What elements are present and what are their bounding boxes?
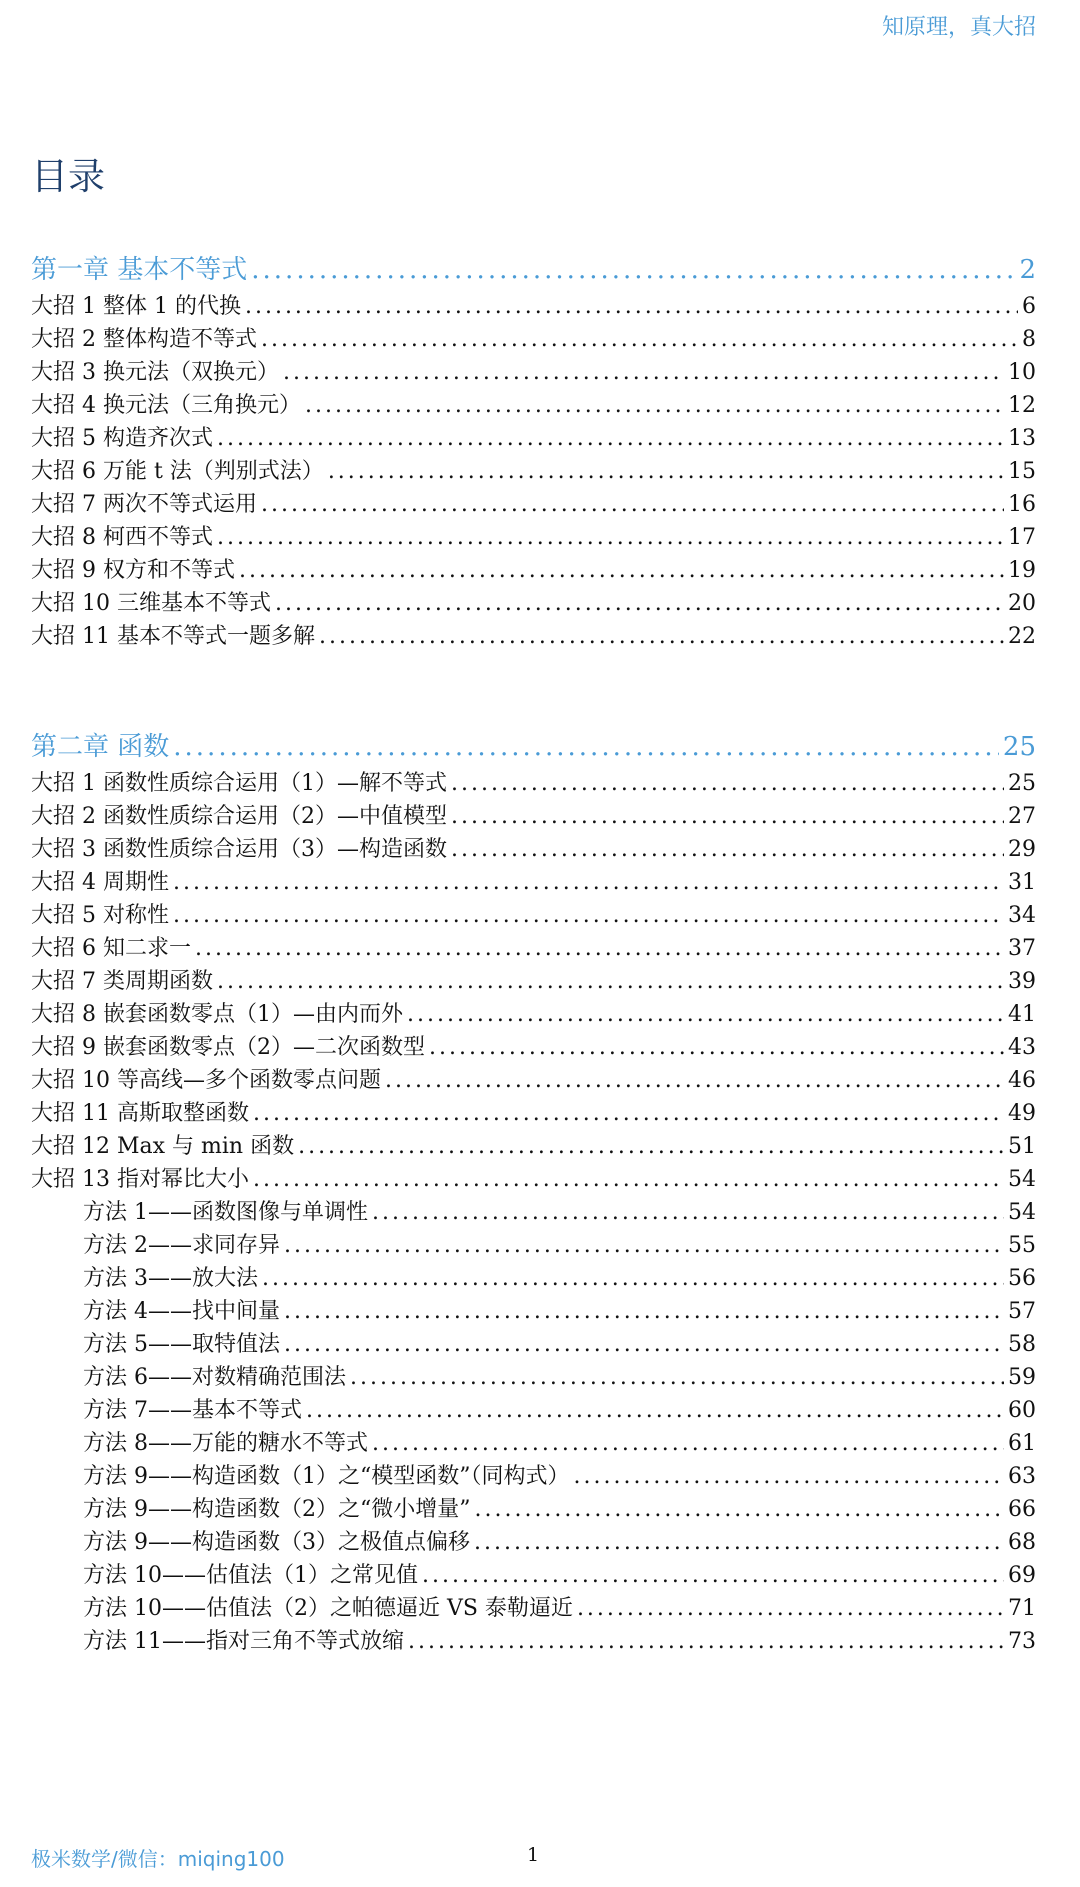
toc-entry[interactable] bbox=[31, 1163, 1036, 1196]
toc-entry[interactable] bbox=[31, 1130, 1036, 1163]
page-number: 15 bbox=[1008, 459, 1036, 484]
leader-dots bbox=[474, 1526, 1004, 1559]
footer-page-number: 1 bbox=[527, 1844, 540, 1866]
entry-label: 方法 10——估值法（2）之帕德逼近 VS 泰勒逼近 bbox=[83, 1596, 573, 1621]
leader-dots bbox=[217, 521, 1004, 554]
entry-label: 方法 1——函数图像与单调性 bbox=[83, 1200, 368, 1225]
entry-label: 方法 2——求同存异 bbox=[83, 1233, 280, 1258]
chapter-title: 第二章 函数 bbox=[31, 732, 170, 762]
page-number: 69 bbox=[1008, 1563, 1036, 1588]
leader-dots bbox=[261, 488, 1004, 521]
page-number: 16 bbox=[1008, 492, 1036, 517]
entry-label: 方法 5——取特值法 bbox=[83, 1332, 280, 1357]
page-number: 51 bbox=[1008, 1134, 1036, 1159]
leader-dots bbox=[284, 1229, 1004, 1262]
leader-dots bbox=[372, 1427, 1004, 1460]
toc-sub-entry[interactable] bbox=[31, 1361, 1036, 1394]
leader-dots bbox=[577, 1592, 1004, 1625]
page-number: 61 bbox=[1008, 1431, 1036, 1456]
toc-sub-entry[interactable] bbox=[31, 1460, 1036, 1493]
page-number: 12 bbox=[1008, 393, 1036, 418]
leader-dots bbox=[275, 587, 1004, 620]
entry-label: 大招 2 整体构造不等式 bbox=[31, 327, 257, 352]
page-number: 57 bbox=[1008, 1299, 1036, 1324]
leader-dots bbox=[408, 1625, 1004, 1658]
leader-dots bbox=[385, 1064, 1004, 1097]
leader-dots bbox=[422, 1559, 1004, 1592]
toc-entry[interactable] bbox=[31, 323, 1036, 356]
leader-dots bbox=[306, 1394, 1004, 1427]
page-number: 29 bbox=[1008, 837, 1036, 862]
toc-entry[interactable] bbox=[31, 965, 1036, 998]
page-number: 8 bbox=[1022, 327, 1036, 352]
toc-entry[interactable] bbox=[31, 998, 1036, 1031]
page-number: 19 bbox=[1008, 558, 1036, 583]
entry-label: 大招 11 高斯取整函数 bbox=[31, 1101, 249, 1126]
toc-sub-entry[interactable] bbox=[31, 1493, 1036, 1526]
header-slogan: 知原理，真大招 bbox=[881, 15, 1036, 40]
toc-entry[interactable] bbox=[31, 521, 1036, 554]
entry-label: 方法 9——构造函数（2）之“微小增量” bbox=[83, 1497, 471, 1522]
page-number: 49 bbox=[1008, 1101, 1036, 1126]
page-number: 54 bbox=[1008, 1167, 1036, 1192]
entry-label: 大招 1 整体 1 的代换 bbox=[31, 294, 241, 319]
page-number: 6 bbox=[1022, 294, 1036, 319]
leader-dots bbox=[245, 290, 1018, 323]
leader-dots bbox=[195, 932, 1004, 965]
leader-dots bbox=[253, 1097, 1004, 1130]
toc-sub-entry[interactable] bbox=[31, 1625, 1036, 1658]
leader-dots bbox=[474, 1493, 1004, 1526]
leader-dots bbox=[451, 800, 1004, 833]
entry-label: 大招 4 周期性 bbox=[31, 870, 169, 895]
entry-label: 大招 3 换元法（双换元） bbox=[31, 360, 279, 385]
leader-dots bbox=[284, 1328, 1004, 1361]
toc-sub-entry[interactable] bbox=[31, 1295, 1036, 1328]
page-number: 27 bbox=[1008, 804, 1036, 829]
page-number: 10 bbox=[1008, 360, 1036, 385]
page-number: 73 bbox=[1008, 1629, 1036, 1654]
page-title: 目录 bbox=[31, 155, 105, 198]
leader-dots bbox=[262, 1262, 1004, 1295]
entry-label: 大招 7 两次不等式运用 bbox=[31, 492, 257, 517]
toc-entry[interactable] bbox=[31, 800, 1036, 833]
entry-label: 方法 8——万能的糖水不等式 bbox=[83, 1431, 368, 1456]
table-of-contents bbox=[31, 250, 1036, 1658]
entry-label: 大招 13 指对幂比大小 bbox=[31, 1167, 249, 1192]
entry-label: 大招 1 函数性质综合运用（1）—解不等式 bbox=[31, 771, 447, 796]
leader-dots bbox=[305, 389, 1004, 422]
page-number: 54 bbox=[1008, 1200, 1036, 1225]
leader-dots bbox=[429, 1031, 1004, 1064]
leader-dots bbox=[239, 554, 1004, 587]
toc-entry[interactable] bbox=[31, 866, 1036, 899]
toc-entry[interactable] bbox=[31, 833, 1036, 866]
page-number: 60 bbox=[1008, 1398, 1036, 1423]
leader-dots bbox=[253, 1163, 1004, 1196]
leader-dots bbox=[298, 1130, 1004, 1163]
toc-entry[interactable] bbox=[31, 620, 1036, 653]
leader-dots bbox=[350, 1361, 1004, 1394]
chapter-2-entry[interactable] bbox=[31, 727, 1036, 767]
entry-label: 方法 6——对数精确范围法 bbox=[83, 1365, 346, 1390]
page-number: 68 bbox=[1008, 1530, 1036, 1555]
toc-sub-entry[interactable] bbox=[31, 1427, 1036, 1460]
entry-label: 大招 8 嵌套函数零点（1）—由内而外 bbox=[31, 1002, 403, 1027]
toc-entry[interactable] bbox=[31, 1064, 1036, 1097]
page-number: 34 bbox=[1008, 903, 1036, 928]
page-number: 43 bbox=[1008, 1035, 1036, 1060]
entry-label: 方法 9——构造函数（1）之“模型函数”（同构式） bbox=[83, 1464, 570, 1489]
toc-entry[interactable] bbox=[31, 767, 1036, 800]
entry-label: 大招 10 等高线—多个函数零点问题 bbox=[31, 1068, 381, 1093]
chapter-1-section bbox=[31, 250, 1036, 653]
toc-sub-entry[interactable] bbox=[31, 1229, 1036, 1262]
page-number: 41 bbox=[1008, 1002, 1036, 1027]
page-number: 71 bbox=[1008, 1596, 1036, 1621]
toc-sub-entry[interactable] bbox=[31, 1196, 1036, 1229]
entry-label: 大招 4 换元法（三角换元） bbox=[31, 393, 301, 418]
entry-label: 方法 10——估值法（1）之常见值 bbox=[83, 1563, 418, 1588]
page-number: 17 bbox=[1008, 525, 1036, 550]
entry-label: 方法 11——指对三角不等式放缩 bbox=[83, 1629, 404, 1654]
toc-entry[interactable] bbox=[31, 356, 1036, 389]
page-number: 37 bbox=[1008, 936, 1036, 961]
toc-sub-entry[interactable] bbox=[31, 1559, 1036, 1592]
toc-entry[interactable] bbox=[31, 422, 1036, 455]
chapter-1-entry[interactable] bbox=[31, 250, 1036, 290]
entry-label: 大招 5 构造齐次式 bbox=[31, 426, 213, 451]
leader-dots bbox=[451, 767, 1004, 800]
toc-sub-entry[interactable] bbox=[31, 1526, 1036, 1559]
leader-dots bbox=[284, 1295, 1004, 1328]
toc-entry[interactable] bbox=[31, 587, 1036, 620]
entry-label: 大招 6 知二求一 bbox=[31, 936, 191, 961]
page-number: 39 bbox=[1008, 969, 1036, 994]
entry-label: 方法 3——放大法 bbox=[83, 1266, 258, 1291]
page-number: 13 bbox=[1008, 426, 1036, 451]
leader-dots bbox=[173, 899, 1004, 932]
entry-label: 大招 9 嵌套函数零点（2）—二次函数型 bbox=[31, 1035, 425, 1060]
leader-dots bbox=[173, 866, 1004, 899]
toc-sub-entry[interactable] bbox=[31, 1394, 1036, 1427]
toc-entry[interactable] bbox=[31, 1031, 1036, 1064]
entry-label: 大招 6 万能 t 法（判别式法） bbox=[31, 459, 324, 484]
entry-label: 方法 9——构造函数（3）之极值点偏移 bbox=[83, 1530, 470, 1555]
chapter-2-section bbox=[31, 727, 1036, 1658]
leader-dots bbox=[573, 1460, 1004, 1493]
toc-sub-entry[interactable] bbox=[31, 1328, 1036, 1361]
entry-label: 方法 7——基本不等式 bbox=[83, 1398, 302, 1423]
entry-label: 大招 8 柯西不等式 bbox=[31, 525, 213, 550]
toc-entry[interactable] bbox=[31, 899, 1036, 932]
leader-dots bbox=[261, 323, 1018, 356]
page-number: 20 bbox=[1008, 591, 1036, 616]
toc-entry[interactable] bbox=[31, 488, 1036, 521]
page-number: 25 bbox=[1002, 732, 1036, 762]
entry-label: 大招 5 对称性 bbox=[31, 903, 169, 928]
leader-dots bbox=[328, 455, 1004, 488]
page-number: 56 bbox=[1008, 1266, 1036, 1291]
page-number: 2 bbox=[1019, 255, 1036, 285]
leader-dots bbox=[372, 1196, 1004, 1229]
toc-entry[interactable] bbox=[31, 389, 1036, 422]
leader-dots bbox=[217, 422, 1004, 455]
footer-source: 极米数学/微信：miqing100 bbox=[31, 1847, 285, 1871]
entry-label: 大招 2 函数性质综合运用（2）—中值模型 bbox=[31, 804, 447, 829]
toc-entry[interactable] bbox=[31, 554, 1036, 587]
page-number: 58 bbox=[1008, 1332, 1036, 1357]
leader-dots bbox=[217, 965, 1004, 998]
toc-entry[interactable] bbox=[31, 455, 1036, 488]
leader-dots bbox=[251, 250, 1015, 290]
page-number: 25 bbox=[1008, 771, 1036, 796]
page-number: 66 bbox=[1008, 1497, 1036, 1522]
entry-label: 大招 10 三维基本不等式 bbox=[31, 591, 271, 616]
entry-label: 大招 11 基本不等式一题多解 bbox=[31, 624, 315, 649]
leader-dots bbox=[407, 998, 1004, 1031]
toc-entry[interactable] bbox=[31, 290, 1036, 323]
page-number: 63 bbox=[1008, 1464, 1036, 1489]
leader-dots bbox=[451, 833, 1004, 866]
leader-dots bbox=[319, 620, 1004, 653]
leader-dots bbox=[283, 356, 1004, 389]
page-number: 31 bbox=[1008, 870, 1036, 895]
toc-entry[interactable] bbox=[31, 1097, 1036, 1130]
chapter-title: 第一章 基本不等式 bbox=[31, 255, 248, 285]
page-number: 55 bbox=[1008, 1233, 1036, 1258]
leader-dots bbox=[173, 727, 999, 767]
entry-label: 大招 3 函数性质综合运用（3）—构造函数 bbox=[31, 837, 447, 862]
page-number: 59 bbox=[1008, 1365, 1036, 1390]
entry-label: 大招 9 权方和不等式 bbox=[31, 558, 235, 583]
page-number: 22 bbox=[1008, 624, 1036, 649]
toc-entry[interactable] bbox=[31, 932, 1036, 965]
toc-sub-entry[interactable] bbox=[31, 1592, 1036, 1625]
entry-label: 大招 12 Max 与 min 函数 bbox=[31, 1134, 295, 1159]
entry-label: 方法 4——找中间量 bbox=[83, 1299, 280, 1324]
toc-sub-entry[interactable] bbox=[31, 1262, 1036, 1295]
page-number: 46 bbox=[1008, 1068, 1036, 1093]
entry-label: 大招 7 类周期函数 bbox=[31, 969, 213, 994]
